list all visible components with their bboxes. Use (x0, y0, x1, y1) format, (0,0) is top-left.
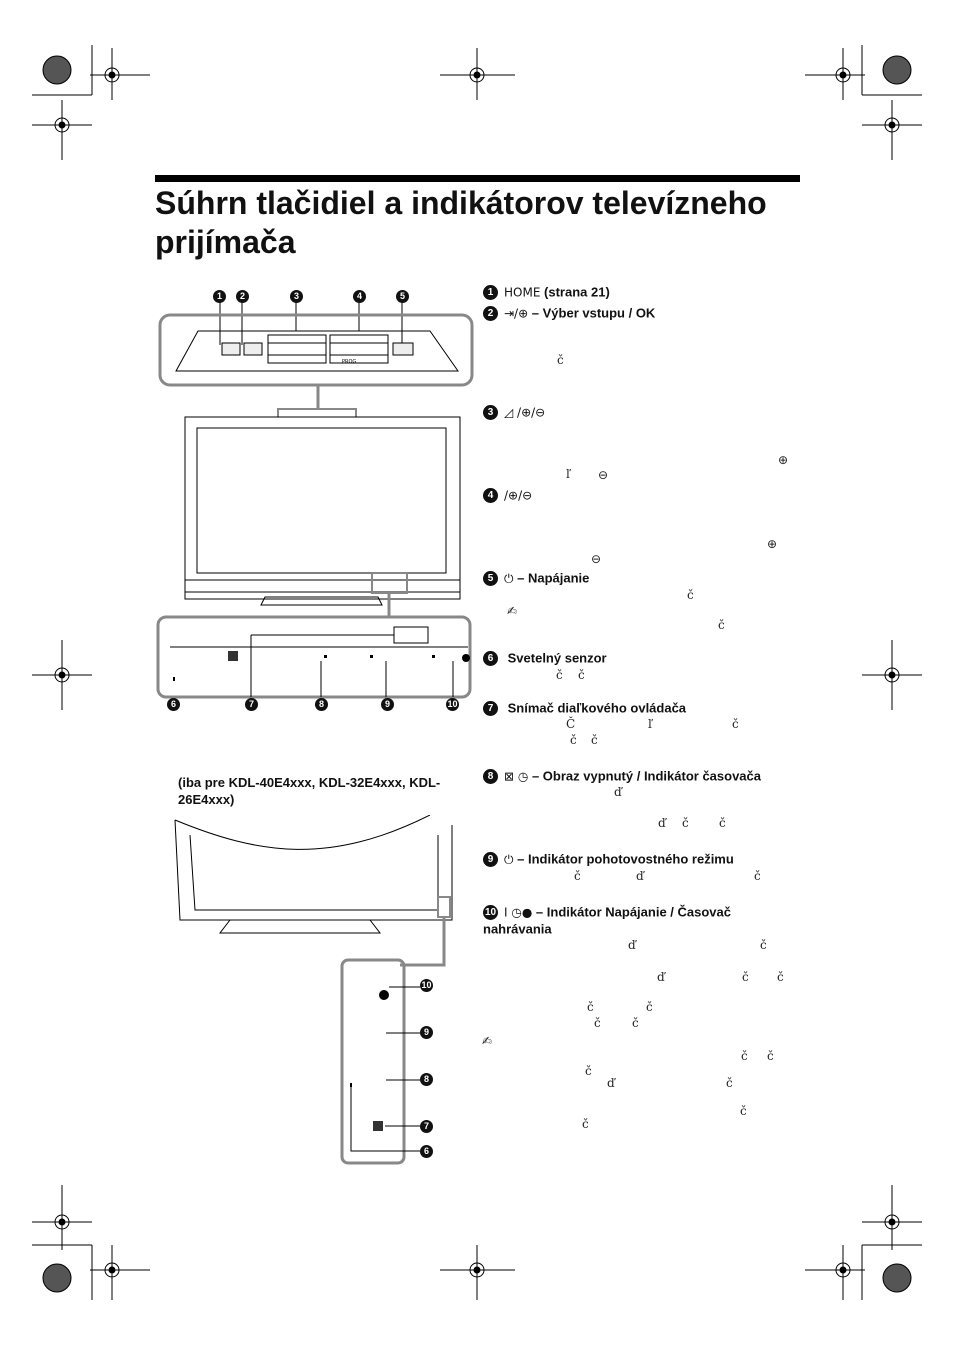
callout-6: 6 (167, 698, 180, 711)
item-1: 1 HOME (strana 21) (483, 284, 803, 301)
side-callout-8: 8 (420, 1073, 433, 1086)
side-callout-10: 10 (421, 980, 432, 990)
picture-off-icon: ⊠ ◷ (504, 769, 529, 784)
fragment: č (556, 668, 563, 682)
callout-5: 5 (396, 290, 409, 303)
fragment: č (777, 970, 784, 984)
fragment: č (682, 816, 689, 830)
item-9: 9 ⏻ – Indikátor pohotovostného režimu (483, 851, 803, 868)
fragment: č (760, 938, 767, 952)
arrow-up-icon: ⊕ (767, 537, 778, 551)
arrow-left-icon: ⊖ (598, 468, 609, 482)
fragment: č (594, 1016, 601, 1030)
arrow-down-icon: ⊖ (591, 552, 602, 566)
fragment: Č (566, 717, 576, 731)
fragment: č (632, 1016, 639, 1030)
volume-icon: ◿ /⊕/⊖ (504, 405, 546, 420)
callout-7: 7 (245, 698, 258, 711)
fragment: ď (614, 785, 622, 799)
title-rule (155, 175, 800, 182)
fragment: č (726, 1076, 733, 1090)
fragment: č (591, 733, 598, 747)
side-callout-7: 7 (420, 1120, 433, 1133)
prog-icon: /⊕/⊖ (504, 488, 533, 503)
top-callouts (220, 301, 402, 345)
tv-side-illustration (170, 815, 460, 1170)
fragment: č (740, 1104, 747, 1118)
fragment: č (742, 970, 749, 984)
callout-3: 3 (290, 290, 303, 303)
item-4: 4 /⊕/⊖ (483, 487, 803, 504)
fragment: ď (607, 1076, 615, 1090)
fragment: č (557, 353, 564, 367)
home-icon: HOME (504, 285, 541, 300)
pencil-icon: ✍ (507, 604, 518, 618)
fragment: č (754, 869, 761, 883)
item-10: 10 I ◷● – Indikátor Napájanie / Časovač nahrávania (483, 904, 731, 937)
fragment: č (582, 1117, 589, 1131)
fragment: č (719, 816, 726, 830)
model-note: (iba pre KDL-40E4xxx, KDL-32E4xxx, KDL-26E4xxx) (178, 775, 441, 807)
item-3: 3 ◿ /⊕/⊖ (483, 404, 803, 421)
fragment: ď (628, 938, 636, 952)
side-callout-9: 9 (420, 1026, 433, 1039)
power-rec-icon: I ◷● (504, 905, 533, 920)
fragment: č (767, 1049, 774, 1063)
pencil-icon: ✍ (482, 1034, 493, 1048)
fragment: č (578, 668, 585, 682)
callout-9: 9 (381, 698, 394, 711)
callout-8: 8 (315, 698, 328, 711)
fragment: č (718, 618, 725, 632)
arrow-right-icon: ⊕ (778, 453, 789, 467)
callout-1: 1 (213, 290, 226, 303)
fragment: ď (658, 816, 666, 830)
fragment: č (574, 869, 581, 883)
input-ok-icon: ⇥/⊕ (504, 306, 529, 321)
fragment: č (570, 733, 577, 747)
fragment: ď (657, 970, 665, 984)
tv-front-illustration (150, 285, 480, 725)
standby-icon: ⏻ (504, 852, 514, 867)
item-8: 8 ⊠ ◷ – Obraz vypnutý / Indikátor časovača (483, 768, 813, 785)
fragment: č (585, 1064, 592, 1078)
fragment: ľ (566, 467, 570, 481)
fragment: č (732, 717, 739, 731)
power-icon: ⏻ (504, 571, 514, 586)
item-5: 5 ⏻ – Napájanie (483, 570, 803, 587)
page-title: Súhrn tlačidiel a indikátorov televízneho prijímača (155, 185, 767, 260)
prog-label: PROG (342, 359, 357, 365)
item-7: 7 Snímač diaľkového ovládača (483, 700, 803, 717)
callout-4: 4 (353, 290, 366, 303)
fragment: č (646, 1000, 653, 1014)
fragment: ď (636, 869, 644, 883)
callout-10: 10 (447, 699, 458, 709)
item-6: 6 Svetelný senzor (483, 650, 803, 667)
fragment: ľ (648, 717, 652, 731)
fragment: č (741, 1049, 748, 1063)
fragment: č (587, 1000, 594, 1014)
callout-2: 2 (236, 290, 249, 303)
side-callout-6: 6 (420, 1145, 433, 1158)
item-2: 2 ⇥/⊕ – Výber vstupu / OK (483, 305, 803, 322)
fragment: č (687, 588, 694, 602)
